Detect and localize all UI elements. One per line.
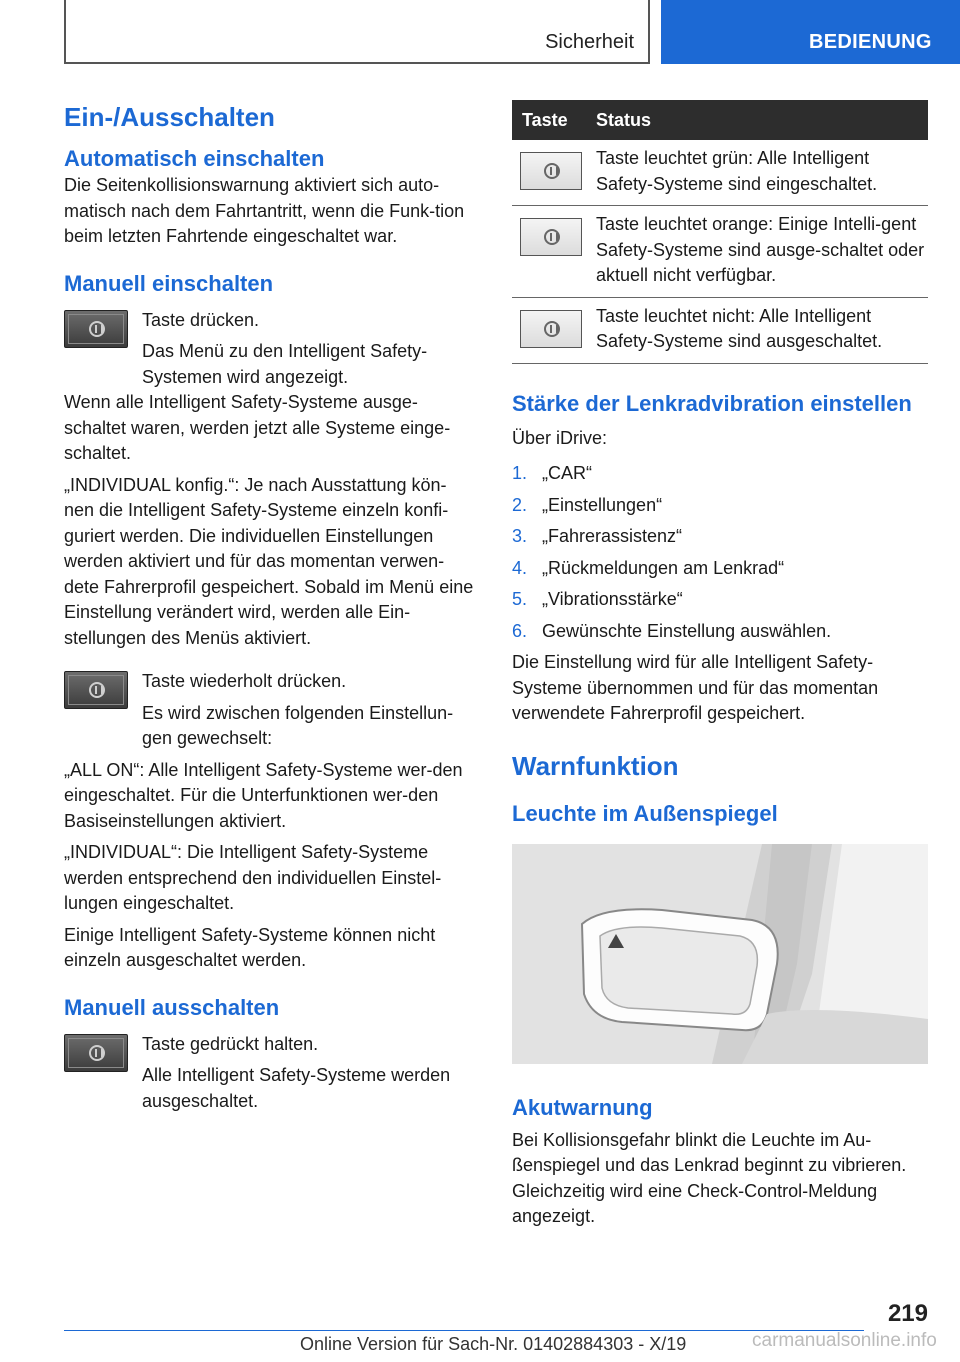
page-number: 219 (887, 1300, 928, 1327)
list-item: 3. „Fahrerassistenz“ (512, 526, 683, 546)
heading-manuell-ein: Manuell einschalten (64, 270, 274, 296)
header-chapter-title: BEDIENUNG (809, 31, 932, 53)
list-item: 6. Gewünschte Einstellung auswählen. (512, 620, 832, 641)
heading-manuell-aus: Manuell ausschalten (64, 994, 280, 1020)
table-header-key: Taste (512, 100, 596, 140)
safety-button-icon (64, 310, 128, 348)
table-row (512, 140, 928, 206)
some-text: Einige Intelligent Safety-Systeme können nicht einzeln ausgeschaltet werden. (64, 924, 436, 970)
all-off-text: Wenn alle Intelligent Safety-Systeme ausge-schaltet waren, werden jetzt alle Systeme einge-schaltet. (64, 392, 451, 463)
list-item: 2. „Einstellungen“ (512, 494, 663, 515)
all-off-result-text: Alle Intelligent Safety-Systeme werden ausgeschaltet. (142, 1065, 451, 1111)
left-column (64, 100, 474, 1120)
heading-warnfunktion: Warnfunktion (512, 750, 679, 781)
menu-shown-text: Das Menü zu den Intelligent Safety-Systemen wird angezeigt. (142, 341, 428, 387)
safety-button-icon (64, 671, 128, 709)
toggle-text: Es wird zwischen folgenden Einstellun-gen gewechselt: (142, 702, 454, 748)
heading-lenkradvibration: Stärke der Lenkradvibration einstellen (512, 390, 912, 416)
vib-result-text: Die Einstellung wird für alle Intelligent Safety-Systeme übernommen und für das momentan verwendete Fahrerprofil gespeichert. (512, 652, 879, 723)
safety-key-icon (520, 310, 582, 348)
button-row-press (64, 308, 474, 391)
header-section-title: Sicherheit (545, 31, 634, 53)
footer-watermark: carmanualsonline.info (752, 1330, 937, 1351)
heading-automatisch: Automatisch einschalten (64, 146, 325, 171)
list-item: 4. „Rückmeldungen am Lenkrad“ (512, 557, 785, 578)
list-item: 5. „Vibrationsstärke“ (512, 589, 683, 609)
right-column (512, 100, 928, 1236)
safety-key-icon (520, 218, 582, 256)
header-section-tab (64, 0, 650, 64)
table-row (512, 206, 928, 298)
auto-text: Die Seitenkollisionswarnung aktiviert sich auto-matisch nach dem Fahrtantritt, wenn die Funk-tion beim letzten Fahrtende eingeschaltet war. (64, 175, 465, 246)
acute-text: Bei Kollisionsgefahr blinkt die Leuchte im Au-ßenspiegel und das Lenkrad beginnt zu vibrieren. Gleichzeitig wird eine Check-Control-Meldung angezeigt. (512, 1129, 907, 1226)
table-cell-status: Taste leuchtet orange: Einige Intelli-gent Safety-Systeme sind ausge-schaltet oder aktuell nicht verfügbar. (596, 206, 928, 298)
safety-button-icon (64, 1034, 128, 1072)
footer-divider (64, 1330, 864, 1331)
table-cell-status: Taste leuchtet grün: Alle Intelligent Safety-Systeme sind eingeschaltet. (596, 140, 928, 206)
safety-key-icon (520, 152, 582, 190)
individual-text: „INDIVIDUAL konfig.“: Je nach Ausstattung kön-nen die Intelligent Safety-Systeme einzeln konfi-guriert werden. Die individuellen Einstellungen werden aktiviert und für das momentan verwen-dete Fahrerprofil gespeichert. Sobald im Menü eine Einstellung verändert wird, werden alle Ein-stellungen des Menüs aktiviert. (64, 474, 474, 648)
footer-online-version: Online Version für Sach-Nr. 01402884303 - X/19 (300, 1334, 687, 1354)
hold-button-text: Taste gedrückt halten. (142, 1033, 319, 1054)
list-item: 1. „CAR“ (512, 463, 592, 483)
status-table (512, 100, 928, 364)
button-row-repeat (64, 669, 474, 752)
heading-leuchte-aussenspiegel: Leuchte im Außenspiegel (512, 800, 778, 826)
mirror-drawing (512, 844, 928, 1064)
individual2-text: „INDIVIDUAL“: Die Intelligent Safety-Systeme werden entsprechend den individuellen Einstel-lungen eingeschaltet. (64, 842, 442, 913)
table-header-status: Status (596, 100, 928, 140)
heading-akutwarnung: Akutwarnung (512, 1094, 653, 1120)
button-row-hold (64, 1032, 474, 1115)
press-again-text: Taste wiederholt drücken. (142, 671, 347, 691)
table-cell-status: Taste leuchtet nicht: Alle Intelligent Safety-Systeme sind ausgeschaltet. (596, 297, 928, 363)
press-button-text: Taste drücken. (142, 309, 260, 330)
via-idrive-text: Über iDrive: (512, 427, 608, 448)
all-on-text: „ALL ON“: Alle Intelligent Safety-Systeme wer-den eingeschaltet. Für die Unterfunktionen wer-den Basiseinstellungen aktiviert. (64, 759, 463, 831)
heading-ein-ausschalten: Ein-/Ausschalten (64, 102, 275, 132)
header-chapter-tab (661, 0, 960, 64)
table-row (512, 297, 928, 363)
mirror-illustration (512, 844, 928, 1064)
steps-list (512, 461, 928, 644)
